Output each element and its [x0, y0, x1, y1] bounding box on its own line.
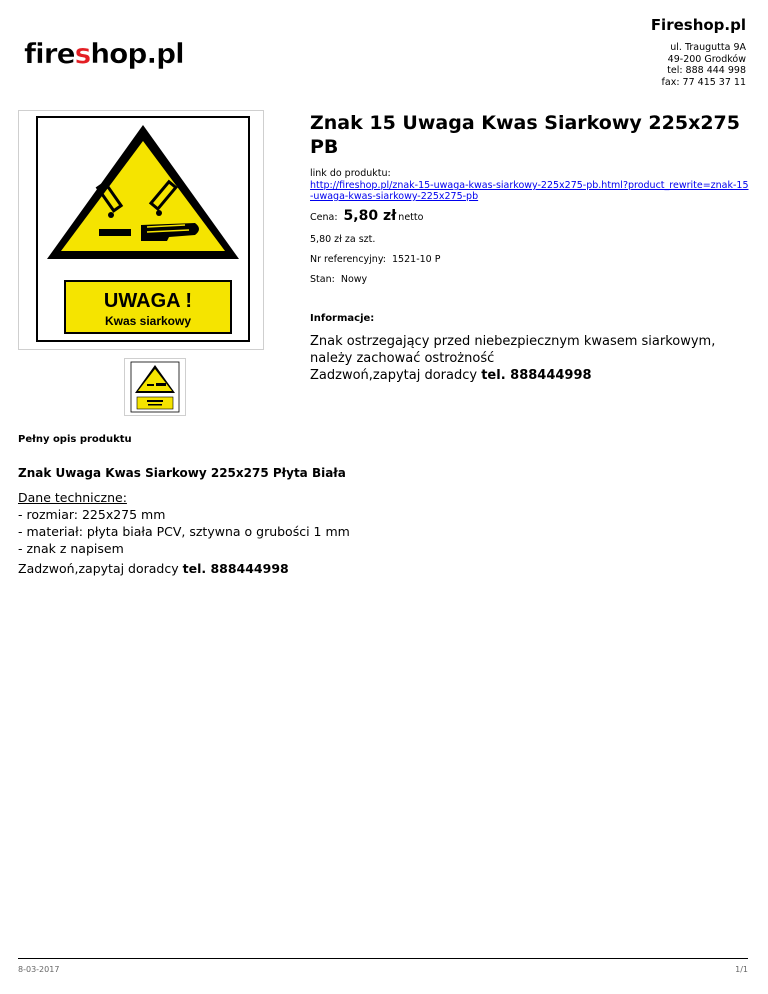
sign-subline: Kwas siarkowy — [104, 314, 192, 328]
description-call-phone: tel. 888444998 — [182, 561, 289, 576]
product-link-label: link do produktu: — [310, 168, 391, 179]
product-title: Znak 15 Uwaga Kwas Siarkowy 225x275 PB — [310, 112, 740, 158]
product-link[interactable]: http://fireshop.pl/znak-15-uwaga-kwas-siarkowy-225x275-pb.html?product_rewrite=znak-15-uwaga-kwas-siarkowy-225x275-pb — [310, 180, 749, 202]
product-thumbnail[interactable] — [124, 358, 186, 416]
shop-name: Fireshop.pl — [650, 16, 746, 34]
sign-headline: UWAGA ! — [103, 290, 193, 312]
product-condition — [310, 274, 367, 285]
info-heading: Informacje: — [310, 313, 375, 324]
info-description: Znak ostrzegający przed niebezpiecznym kwasem siarkowym, należy zachować ostrożność — [310, 334, 716, 366]
svg-text:fireshop.pl — [24, 37, 184, 70]
unit-price: 5,80 zł za szt. — [310, 234, 376, 245]
description-call-text: Zadzwoń,zapytaj doradcy — [18, 561, 183, 576]
spec-material: - materiał: płyta biała PCV, sztywna o grubości 1 mm — [18, 524, 350, 539]
info-call-text: Zadzwoń,zapytaj doradcy — [310, 368, 482, 383]
description-call — [18, 561, 289, 576]
full-description-heading: Pełny opis produktu — [18, 434, 132, 445]
price-value: 5,80 zł — [343, 208, 397, 224]
full-description-title: Znak Uwaga Kwas Siarkowy 225x275 Płyta Biała — [18, 466, 346, 480]
spec-print: - znak z napisem — [18, 541, 124, 556]
logo-text-hop: hop.pl — [90, 37, 184, 70]
price-suffix: netto — [398, 212, 424, 223]
info-call — [310, 367, 750, 384]
reference-label: Nr referencyjny: — [310, 254, 386, 265]
product-image[interactable] — [18, 110, 264, 350]
condition-value: Nowy — [340, 274, 368, 285]
info-text — [310, 333, 750, 384]
footer-divider — [18, 958, 748, 959]
shop-phone: tel: 888 444 998 — [667, 65, 746, 76]
spec-size: - rozmiar: 225x275 mm — [18, 507, 166, 522]
address-city: 49-200 Grodków — [667, 53, 746, 65]
footer-page-number: 1/1 — [735, 965, 748, 974]
address-street: ul. Traugutta 9A — [670, 42, 746, 53]
logo-text-fire: fire — [24, 37, 75, 70]
reference-value: 1521-10 P — [392, 254, 441, 265]
logo-text-s: s — [74, 37, 91, 70]
condition-label: Stan: — [310, 274, 335, 285]
shop-address — [662, 42, 746, 88]
shop-fax: fax: 77 415 37 11 — [661, 76, 746, 88]
footer-date: 8-03-2017 — [18, 965, 60, 974]
fireshop-logo[interactable] — [22, 34, 184, 70]
technical-data-heading: Dane techniczne: — [18, 490, 127, 505]
reference-number — [310, 254, 440, 265]
technical-data — [18, 489, 350, 557]
info-call-phone: tel. 888444998 — [481, 368, 592, 383]
price-row — [310, 208, 423, 224]
price-label: Cena: — [310, 212, 338, 223]
